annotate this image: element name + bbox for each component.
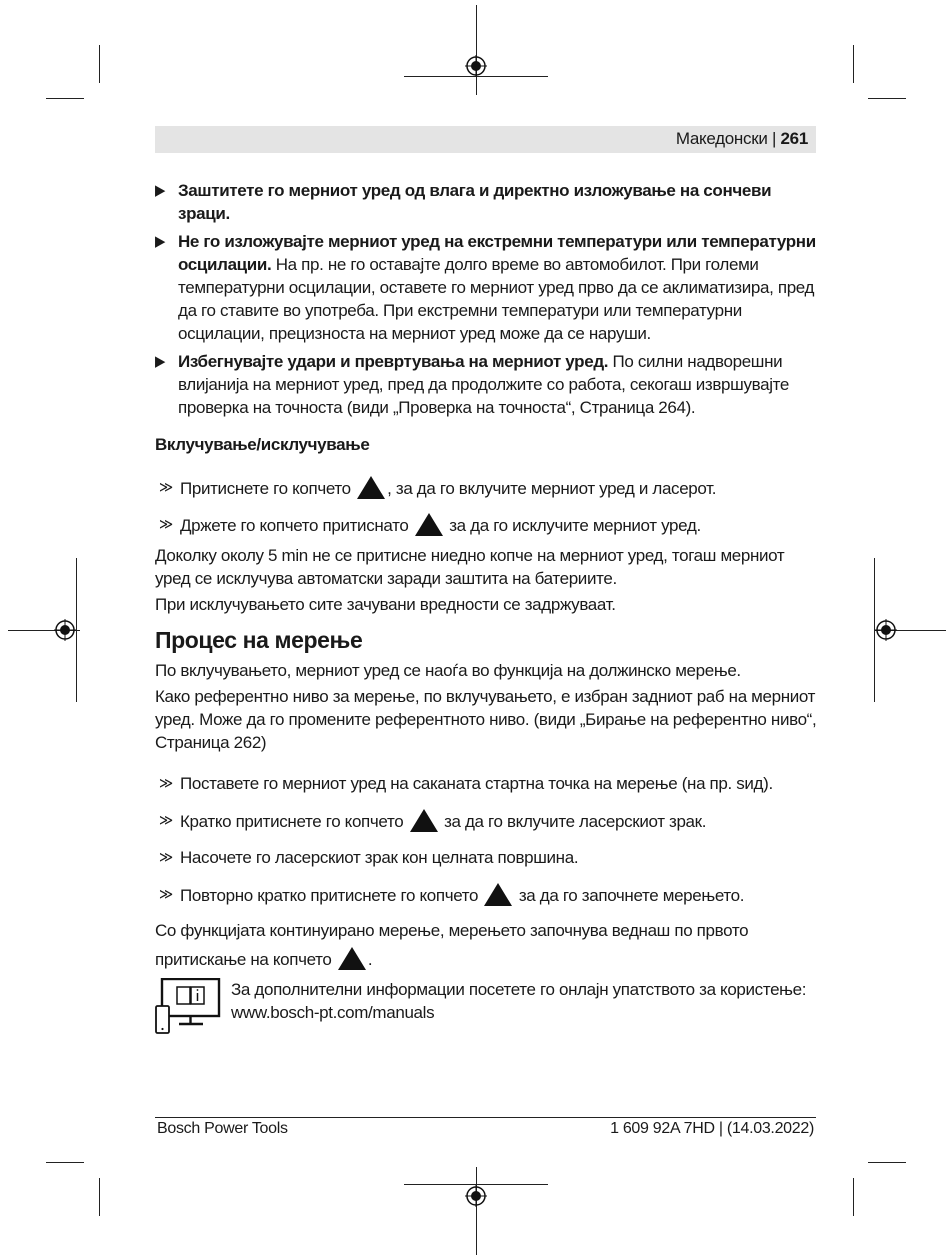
instruction-step — [155, 476, 820, 500]
power-button-triangle-icon — [410, 809, 438, 832]
paragraph-line: . — [367, 950, 373, 969]
step-text: за да го вклучите ласерскиот зрак. — [444, 812, 707, 831]
registration-mark-icon — [54, 619, 76, 641]
footer-doc-number: 1 609 92A 7HD | (14.03.2022) — [610, 1120, 814, 1137]
instruction-step — [155, 883, 820, 907]
power-button-triangle-icon — [484, 883, 512, 906]
step-text: Држете го копчето притиснато — [180, 516, 409, 535]
bullet-arrow-icon: ▶ — [155, 353, 166, 370]
warning-bullet — [155, 230, 820, 345]
bullet-text: На пр. не го оставајте долго време во автомобилот. При големи температурни осцилации, оставете го мерниот уред прво да се аклиматизира, пред да го ставите во употреба. При екстремни температури или температурни осцилации, прецизноста на мерниот уред може да се наруши. — [178, 255, 815, 343]
paragraph-line: притискање на копчето — [155, 950, 332, 969]
bullet-bold-text: Избегнувајте удари и превртувања на мерниот уред. — [178, 352, 609, 371]
header-language: Македонски — [675, 129, 768, 148]
monitor-phone-manual-icon — [155, 978, 221, 1034]
bullet-text: По силни надворешни влијанија на мерниот уред, пред да продолжите со работа, секогаш извршувајте проверка на точноста (види „Проверка на точноста“, Страница 264). — [178, 352, 789, 417]
instruction-step — [155, 772, 820, 796]
section-heading-measure: Процес на мерење — [155, 627, 363, 653]
page-number: 261 — [780, 129, 808, 148]
step-arrow-icon: ≫ — [159, 775, 173, 792]
step-arrow-icon: ≫ — [159, 886, 173, 903]
step-arrow-icon: ≫ — [159, 479, 173, 496]
step-text: Повторно кратко притиснете го копчето — [180, 886, 479, 905]
warning-bullet — [155, 179, 820, 225]
step-text: Кратко притиснете го копчето — [180, 812, 404, 831]
footer-divider — [155, 1117, 816, 1118]
bullet-bold-text: Не го изложувајте мерниот уред на екстремни температури или температурни осцилации. — [178, 232, 816, 274]
step-text: Притиснете го копчето — [180, 479, 351, 498]
registration-mark-icon — [875, 619, 897, 641]
online-manual-note — [155, 978, 820, 1024]
paragraph — [155, 916, 820, 974]
page-header — [155, 126, 816, 153]
step-text: за да го започнете мерењето. — [518, 886, 745, 905]
step-arrow-icon: ≫ — [159, 849, 173, 866]
instruction-step — [155, 513, 820, 537]
section-heading-onoff: Вклучување/исклучување — [155, 435, 370, 454]
bullet-arrow-icon: ▶ — [155, 182, 166, 199]
instruction-step — [155, 846, 820, 870]
power-button-triangle-icon — [338, 947, 366, 970]
step-text: Насочете го ласерскиот зрак кон целната површина. — [180, 848, 579, 867]
footer-brand: Bosch Power Tools — [157, 1120, 288, 1137]
step-text: Поставете го мерниот уред на саканата стартна точка на мерење (на пр. ѕид). — [180, 774, 773, 793]
step-text: за да го исклучите мерниот уред. — [449, 516, 701, 535]
paragraph: Како референтно ниво за мерење, по вклучувањето, е избран задниот раб на мерниот уред. Може да го промените референтното ниво. (види „Бирање на референтно ниво“, Страница 262) — [155, 687, 817, 752]
page-content — [155, 179, 820, 1024]
paragraph: По вклучувањето, мерниот уред се наоѓа во функција на должинско мерење. — [155, 661, 741, 680]
header-text — [676, 129, 808, 149]
warning-bullet — [155, 350, 820, 419]
registration-mark-icon — [465, 1185, 487, 1207]
step-arrow-icon: ≫ — [159, 516, 173, 533]
bullet-arrow-icon: ▶ — [155, 233, 166, 250]
step-arrow-icon: ≫ — [159, 812, 173, 829]
header-separator: | — [771, 129, 777, 148]
manual-url-link[interactable]: www.bosch-pt.com/manuals — [231, 1003, 435, 1022]
power-button-triangle-icon — [357, 476, 385, 499]
registration-mark-icon — [465, 55, 487, 77]
power-button-triangle-icon — [415, 513, 443, 536]
instruction-step — [155, 809, 820, 833]
paragraph: Доколку околу 5 min не се притисне ниедно копче на мерниот уред, тогаш мерниот уред се исклучува автоматски заради заштита на батериите. — [155, 546, 785, 588]
paragraph: При исклучувањето сите зачувани вредности се задржуваат. — [155, 595, 616, 614]
info-text: За дополнителни информации посетете го онлајн упатството за користење: — [231, 980, 807, 999]
step-text: , за да го вклучите мерниот уред и ласерот. — [387, 479, 717, 498]
bullet-bold-text: Заштитете го мерниот уред од влага и директно изложување на сончеви зраци. — [178, 181, 772, 223]
paragraph-line: Со функцијата континуирано мерење, мерењето започнува веднаш по првото — [155, 921, 749, 940]
